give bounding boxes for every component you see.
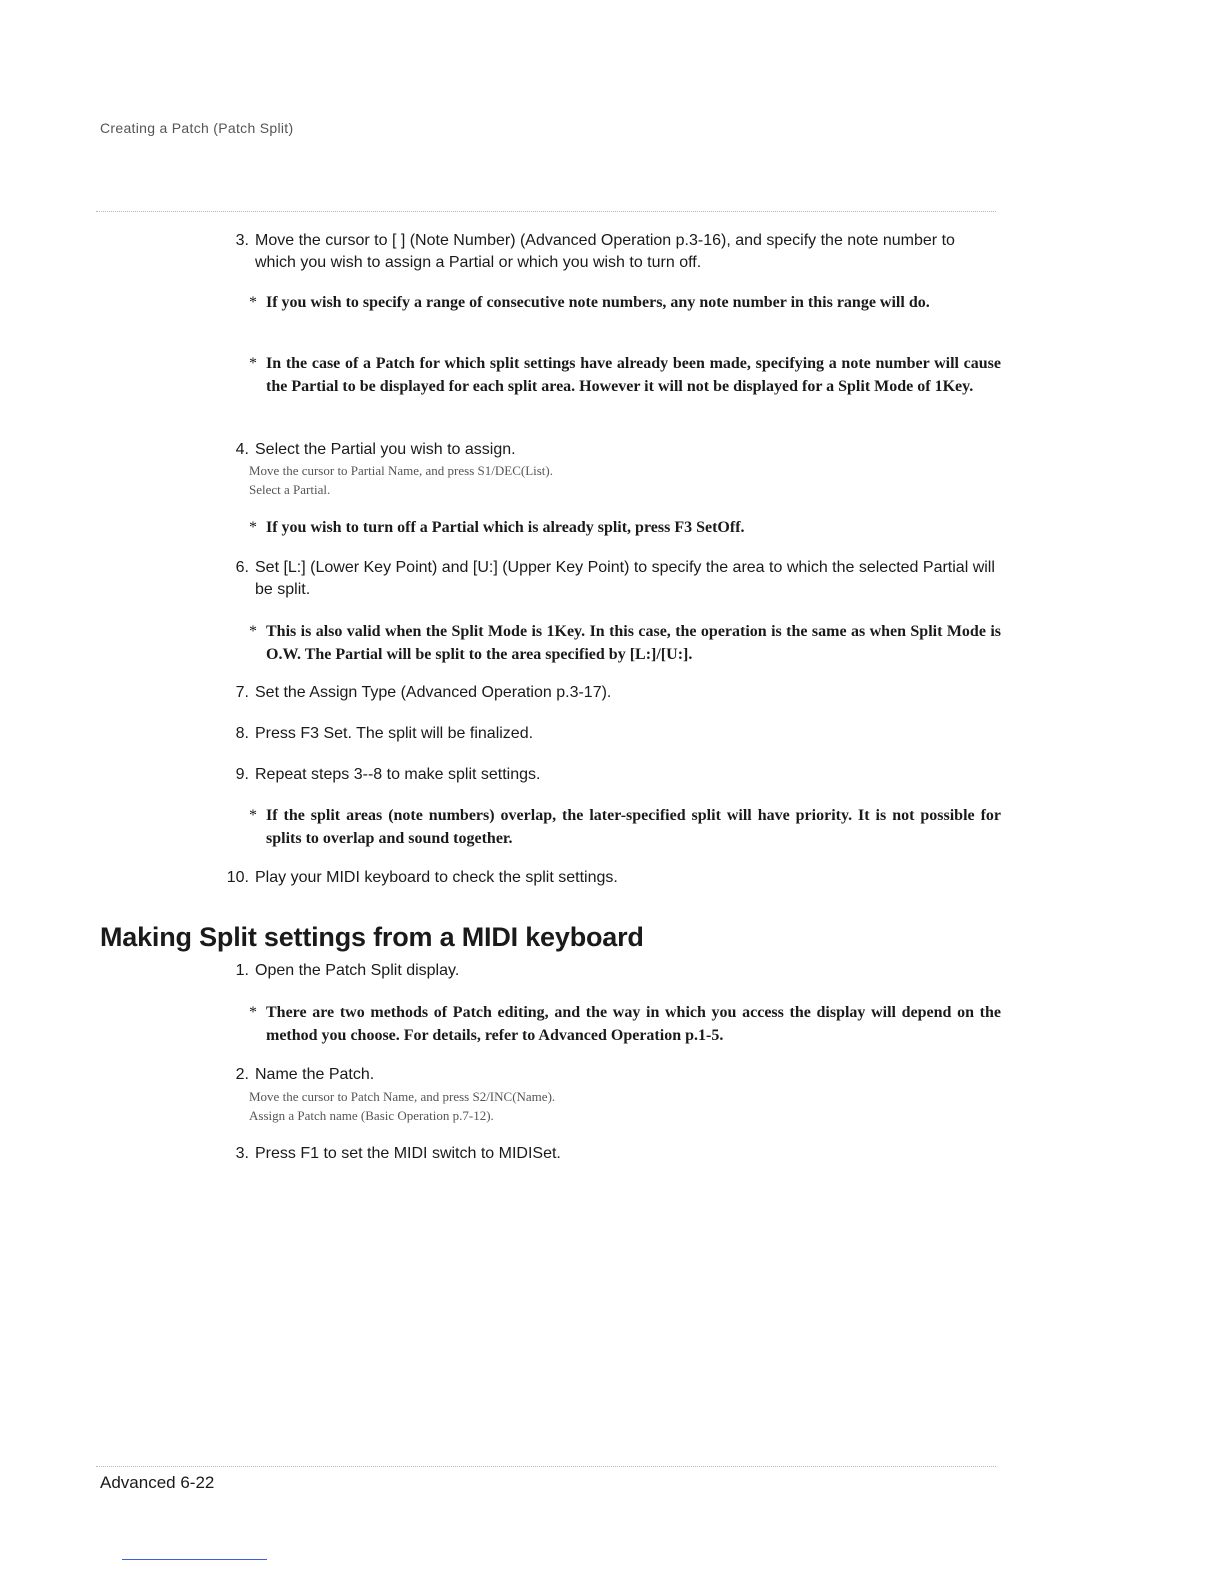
blue-underline bbox=[122, 1559, 267, 1560]
step-text: Press F1 to set the MIDI switch to MIDISet. bbox=[255, 1145, 561, 1162]
note-star: * bbox=[249, 1004, 257, 1021]
step-9 bbox=[210, 764, 1000, 786]
step-number: 8. bbox=[235, 725, 249, 742]
step-text: Name the Patch. bbox=[255, 1066, 375, 1083]
step-number: 1. bbox=[235, 962, 249, 979]
section-step-3 bbox=[210, 1143, 1000, 1165]
step-number: 3. bbox=[235, 1145, 249, 1162]
step-text: Move the cursor to [ ] (Note Number) (Advanced Operation p.3-16), and specify the note number to which you wish to assign a Partial or which you wish to turn off. bbox=[255, 232, 955, 271]
step-number: 3. bbox=[235, 232, 249, 249]
note-editing-methods bbox=[249, 1001, 1001, 1047]
note-star: * bbox=[249, 294, 257, 311]
step-4-substep-1: Move the cursor to Partial Name, and press S1/DEC(List). bbox=[249, 463, 553, 478]
note-text: In the case of a Patch for which split settings have already been made, specifying a note number will cause the Partial to be displayed for each split area. However it will not be displayed for a Split Mode of 1Key. bbox=[266, 355, 1001, 395]
step-4-substep-2: Select a Partial. bbox=[249, 482, 331, 497]
header-rule bbox=[96, 211, 996, 212]
step-text: Repeat steps 3--8 to make split settings. bbox=[255, 766, 541, 783]
section-step-2 bbox=[210, 1064, 1000, 1086]
note-star: * bbox=[249, 519, 257, 536]
step-number: 4. bbox=[235, 441, 249, 458]
step-7 bbox=[210, 682, 1000, 704]
step-number: 6. bbox=[235, 559, 249, 576]
section-step-2-substep-2: Assign a Patch name (Basic Operation p.7-12). bbox=[249, 1108, 494, 1123]
step-10 bbox=[210, 867, 1000, 889]
step-number: 9. bbox=[235, 766, 249, 783]
step-text: Set [L:] (Lower Key Point) and [U:] (Upper Key Point) to specify the area to which the selected Partial will be split. bbox=[255, 559, 995, 598]
note-1key bbox=[249, 620, 1001, 666]
step-text: Play your MIDI keyboard to check the split settings. bbox=[255, 869, 618, 886]
note-range bbox=[249, 291, 1001, 314]
section-heading: Making Split settings from a MIDI keyboard bbox=[100, 922, 644, 952]
note-text: If you wish to turn off a Partial which is already split, press F3 SetOff. bbox=[266, 519, 745, 536]
note-star: * bbox=[249, 807, 257, 824]
step-text: Set the Assign Type (Advanced Operation p.3-17). bbox=[255, 684, 612, 701]
step-text: Select the Partial you wish to assign. bbox=[255, 441, 516, 458]
section-step-1 bbox=[210, 960, 1000, 982]
step-number: 7. bbox=[235, 684, 249, 701]
step-6 bbox=[210, 557, 1000, 601]
note-text: If the split areas (note numbers) overlap, the later-specified split will have priority. It is not possible for splits to overlap and sound together. bbox=[266, 807, 1001, 847]
step-3 bbox=[210, 230, 1000, 274]
step-number: 10. bbox=[226, 869, 249, 886]
step-number: 2. bbox=[235, 1066, 249, 1083]
section-step-2-substep-1: Move the cursor to Patch Name, and press S2/INC(Name). bbox=[249, 1089, 556, 1104]
note-text: There are two methods of Patch editing, and the way in which you access the display will depend on the method you choose. For details, refer to Advanced Operation p.1-5. bbox=[266, 1004, 1001, 1044]
page-number: Advanced 6-22 bbox=[100, 1473, 215, 1492]
step-4 bbox=[210, 439, 1000, 461]
note-text: This is also valid when the Split Mode is 1Key. In this case, the operation is the same as when Split Mode is O.W. The Partial will be split to the area specified by [L:]/[U:]. bbox=[266, 623, 1001, 663]
note-text: If you wish to specify a range of consecutive note numbers, any note number in this range will do. bbox=[266, 294, 930, 311]
running-header: Creating a Patch (Patch Split) bbox=[100, 120, 294, 136]
note-star: * bbox=[249, 623, 257, 640]
note-split-display bbox=[249, 352, 1001, 398]
step-8 bbox=[210, 723, 1000, 745]
step-text: Open the Patch Split display. bbox=[255, 962, 460, 979]
note-overlap bbox=[249, 804, 1001, 850]
note-turn-off bbox=[249, 516, 1001, 539]
step-text: Press F3 Set. The split will be finalized. bbox=[255, 725, 534, 742]
note-star: * bbox=[249, 355, 257, 372]
footer-rule bbox=[96, 1466, 996, 1467]
